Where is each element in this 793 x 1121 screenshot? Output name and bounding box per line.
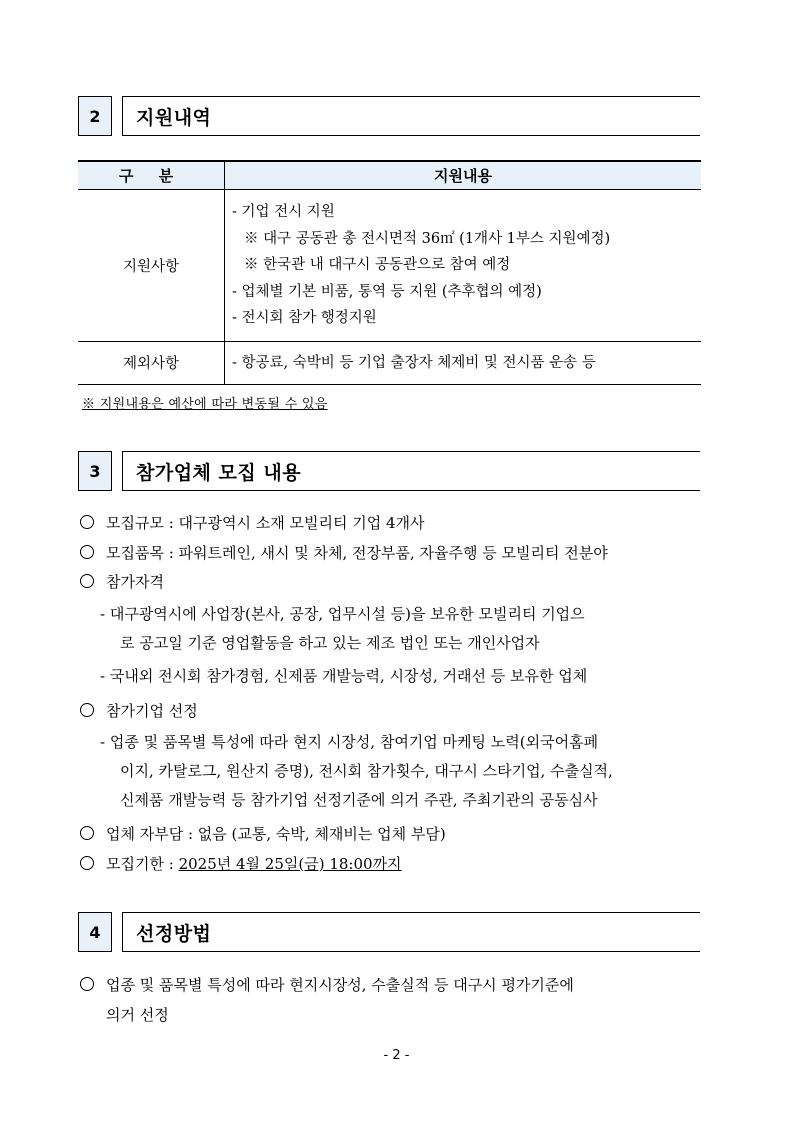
- deadline-value: 2025년 4월 25일(금) 18:00까지: [178, 855, 402, 873]
- circle-bullet-icon: [80, 703, 94, 717]
- support-table: [78, 160, 701, 385]
- section-number: 3: [78, 451, 112, 491]
- table-row: [78, 341, 701, 385]
- list-item: 모집기한 : 2025년 4월 25일(금) 18:00까지: [80, 852, 402, 876]
- content-line: - 전시회 참가 행정지원: [232, 310, 377, 326]
- table-cell-category: 지원사항: [78, 190, 225, 342]
- section-3-header: [78, 451, 700, 493]
- section-number: 2: [78, 96, 112, 136]
- circle-bullet-icon: [80, 574, 94, 588]
- circle-bullet-icon: [80, 977, 94, 991]
- list-item: 모집품목 : 파워트레인, 새시 및 차체, 전장부품, 자율주행 등 모빌리티 전분야: [80, 541, 608, 565]
- content-line: ※ 한국관 내 대구시 공동관으로 참여 예정: [244, 257, 511, 273]
- selection-line: 이지, 카탈로그, 원산지 증명), 전시회 참가횟수, 대구시 스타기업, 수출실적,: [120, 762, 613, 780]
- section-title: 지원내역: [136, 107, 212, 129]
- page-number: - 2 -: [383, 1048, 410, 1063]
- selection-line: - 업종 및 품목별 특성에 따라 현지 시장성, 참여기업 마케팅 노력(외국어홈페: [100, 733, 599, 751]
- content-line: - 항공료, 숙박비 등 기업 출장자 체제비 및 전시품 운송 등: [232, 354, 596, 371]
- section-4-header: [78, 912, 700, 954]
- section-title: 참가업체 모집 내용: [136, 462, 302, 484]
- list-item: 참가기업 선정: [80, 699, 198, 723]
- table-cell-content: [225, 190, 702, 342]
- content-line: - 업체별 기본 비품, 통역 등 지원 (추후협의 예정): [232, 283, 542, 300]
- circle-bullet-icon: [80, 856, 94, 870]
- circle-bullet-icon: [80, 515, 94, 529]
- list-item: 업종 및 품목별 특성에 따라 현지시장성, 수출실적 등 대구시 평가기준에: [80, 973, 574, 997]
- circle-bullet-icon: [80, 826, 94, 840]
- table-row: [78, 190, 701, 342]
- content-line: - 기업 전시 지원: [232, 204, 335, 220]
- section-title: 선정방법: [136, 923, 212, 945]
- content-line: ※ 대구 공동관 총 전시면적 36㎡ (1개사 1부스 지원예정): [244, 230, 611, 247]
- section-2-header: [78, 96, 700, 138]
- section-number: 4: [78, 912, 112, 952]
- table-cell-category: 제외사항: [78, 341, 225, 385]
- circle-bullet-icon: [80, 545, 94, 559]
- list-item-continuation: 의거 선정: [106, 1006, 169, 1024]
- selection-line: 신제품 개발능력 등 참가기업 선정기준에 의거 주관, 주최기관의 공동심사: [120, 791, 598, 809]
- table-header-content: 지원내용: [225, 161, 702, 190]
- table-header-row: [78, 161, 701, 190]
- list-item: 업체 자부담 : 없음 (교통, 숙박, 체재비는 업체 부담): [80, 822, 446, 846]
- table-cell-content: [225, 341, 702, 385]
- qualification-line: - 대구광역시에 사업장(본사, 공장, 업무시설 등)을 보유한 모빌리티 기업으: [100, 605, 585, 623]
- list-item: 참가자격: [80, 570, 164, 594]
- table-header-category: 구 분: [78, 161, 225, 190]
- list-item: 모집규모 : 대구광역시 소재 모빌리티 기업 4개사: [80, 511, 425, 535]
- support-note: ※ 지원내용은 예산에 따라 변동될 수 있음: [82, 397, 328, 412]
- qualification-line: 로 공고일 기준 영업활동을 하고 있는 제조 법인 또는 개인사업자: [120, 634, 540, 652]
- qualification-line: - 국내외 전시회 참가경험, 신제품 개발능력, 시장성, 거래선 등 보유한 업체: [100, 667, 588, 685]
